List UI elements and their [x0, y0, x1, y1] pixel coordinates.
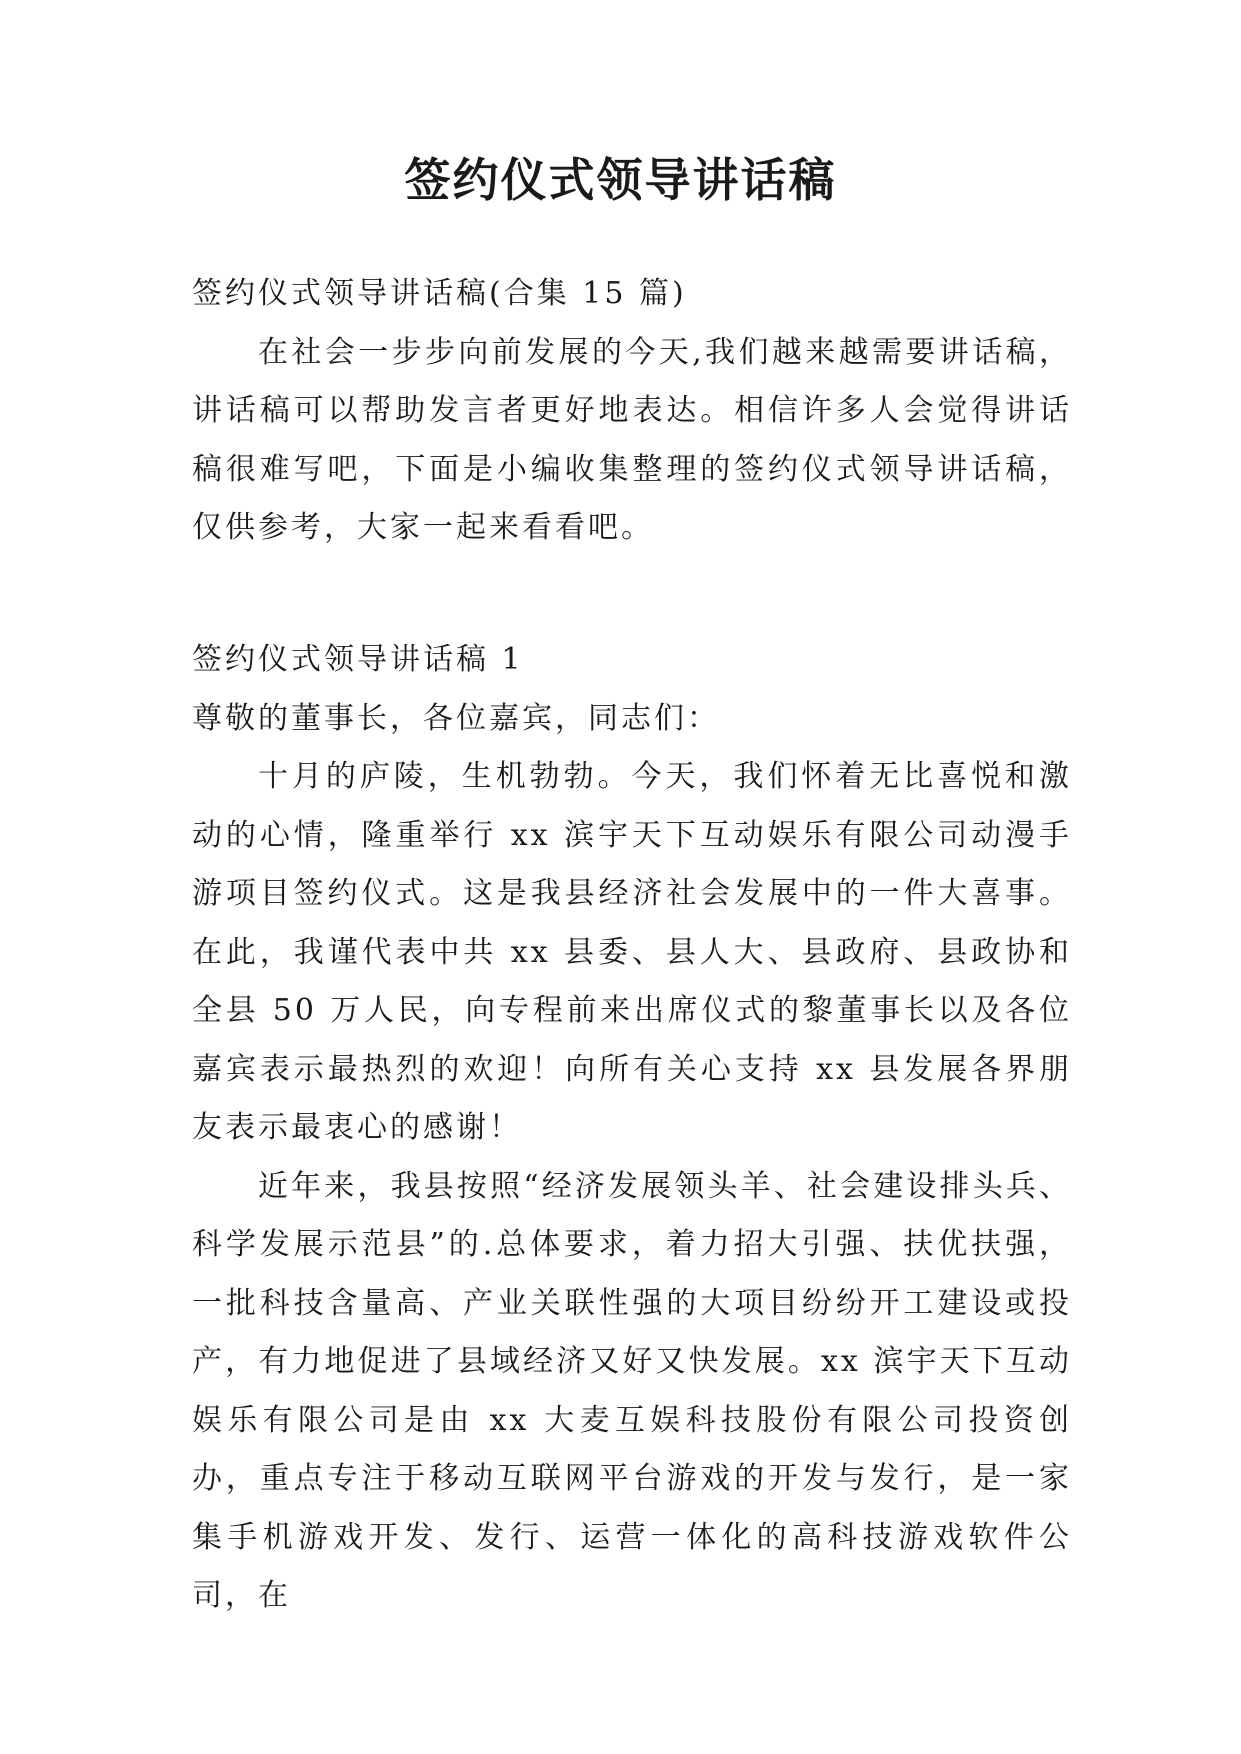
section-1-salutation: 尊敬的董事长，各位嘉宾，同志们： [192, 700, 720, 736]
section-1-paragraph-2: 近年来，我县按照“经济发展领头羊、社会建设排头兵、科学发展示范县”的.总体要求，着力招大引强、扶优扶强，一批科技含量高、产业关联性强的大项目纷纷开工建设或投产，有力地促进了县域经济又好又快发展。xx 滨宇天下互动娱乐有限公司是由 xx 大麦互娱科技股份有限公司投资创办，重点专注于移动互联网平台游戏的开发与发行，是一家集手机游戏开发、发行、运营一体化的高科技游戏软件公司，在 [192, 1168, 1072, 1613]
section-1-paragraph-1: 十月的庐陵，生机勃勃。今天，我们怀着无比喜悦和激动的心情，隆重举行 xx 滨宇天下互动娱乐有限公司动漫手游项目签约仪式。这是我县经济社会发展中的一件大喜事。在此，我谨代表中共 xx 县委、县人大、县政府、县政协和全县 50 万人民，向专程前来出席仪式的黎董事长以及各位嘉宾表示最热烈的欢迎！向所有关心支持 xx 县发展各界朋友表示最衷心的感谢！ [192, 759, 1072, 1145]
document-title: 签约仪式领导讲话稿 [404, 153, 837, 207]
intro-paragraph: 在社会一步步向前发展的今天,我们越来越需要讲话稿，讲话稿可以帮助发言者更好地表达。相信许多人会觉得讲话稿很难写吧，下面是小编收集整理的签约仪式领导讲话稿，仅供参考，大家一起来看看吧。 [192, 334, 1072, 545]
document-subtitle: 签约仪式领导讲话稿(合集 15 篇) [192, 276, 687, 311]
section-1-block [192, 631, 1072, 1626]
section-1-heading: 签约仪式领导讲话稿 1 [192, 642, 524, 677]
intro-block [192, 265, 1072, 558]
